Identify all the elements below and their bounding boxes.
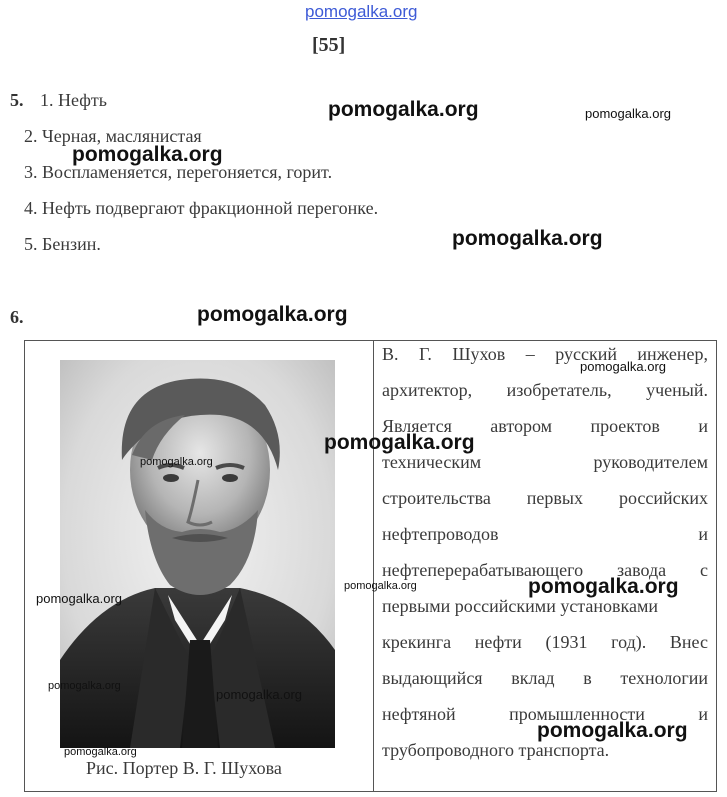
watermark: pomogalka.org [344,580,417,592]
watermark: pomogalka.org [328,98,479,121]
description-word: В. [382,344,399,364]
description-word: русский [555,344,617,364]
watermark: pomogalka.org [140,456,213,468]
watermark: pomogalka.org [36,591,122,606]
description-word: изобретатель, [506,380,612,400]
description-word: промышленности [509,704,645,724]
description-word: нефти [474,632,522,652]
description-word: в [583,668,592,688]
description-line [382,488,708,512]
description-word: и [698,416,708,436]
watermark: pomogalka.org [48,680,121,692]
watermark: pomogalka.org [528,575,679,598]
description-word: автором [490,416,553,436]
description-word: год). [611,632,647,652]
watermark: pomogalka.org [537,719,688,742]
description-word: (1931 [545,632,588,652]
description-line [382,740,708,764]
answer-item: 2. Черная, маслянистая [24,126,202,146]
description-word: архитектор, [382,380,473,400]
description-word: российских [618,488,708,508]
description-word: инженер, [637,344,708,364]
description-word: – [525,344,535,364]
description-word: первых [526,488,584,508]
description-word: и [698,704,708,724]
description-word: строительства [382,488,491,508]
watermark: pomogalka.org [324,431,475,454]
description-word: ученый. [646,380,708,400]
description-word: вклад [511,668,555,688]
description-line [382,524,708,548]
site-link[interactable]: pomogalka.org [305,2,418,21]
watermark: pomogalka.org [72,143,223,166]
description-line [382,452,708,476]
description-word: выдающийся [382,668,483,688]
watermark: pomogalka.org [64,746,137,758]
description-word: завода [616,560,667,580]
description-word: Является [382,416,452,436]
watermark: pomogalka.org [580,359,666,374]
question-6-number: 6. [10,307,24,327]
description-word: трубопроводного транспорта. [382,740,610,760]
description-word: техническим [382,452,482,472]
table-divider [373,340,374,792]
description-word: Шухов [452,344,506,364]
description-word: нефтеперерабатывающего [382,560,584,580]
description-line [382,668,708,692]
answer-item: 5. Бензин. [24,234,101,254]
description-word: первыми российскими установками [382,596,659,616]
description-word: Г. [418,344,432,364]
watermark: pomogalka.org [452,227,603,250]
description-word: и [698,524,708,544]
description-line [382,380,708,404]
answer-item: 4. Нефть подвергают фракционной перегонке. [24,198,379,218]
description-word: технологии [620,668,708,688]
portrait-caption: Рис. Портер В. Г. Шухова [86,758,282,778]
description-line [382,632,708,656]
description-word: Внес [669,632,708,652]
question-5-number: 5. [10,90,24,110]
description-word: нефтяной [382,704,456,724]
page-number: [55] [312,34,346,56]
watermark: pomogalka.org [216,687,302,702]
description-word: крекинга [382,632,452,652]
description-word: с [699,560,708,580]
description-word: руководителем [593,452,708,472]
description-word: проектов [590,416,660,436]
answer-item: 1. Нефть [40,90,107,110]
watermark: pomogalka.org [585,106,671,121]
answer-item: 3. Воспламеняется, перегоняется, горит. [24,162,333,182]
watermark: pomogalka.org [197,303,348,326]
description-line [382,596,708,620]
description-word: нефтепроводов [382,524,499,544]
